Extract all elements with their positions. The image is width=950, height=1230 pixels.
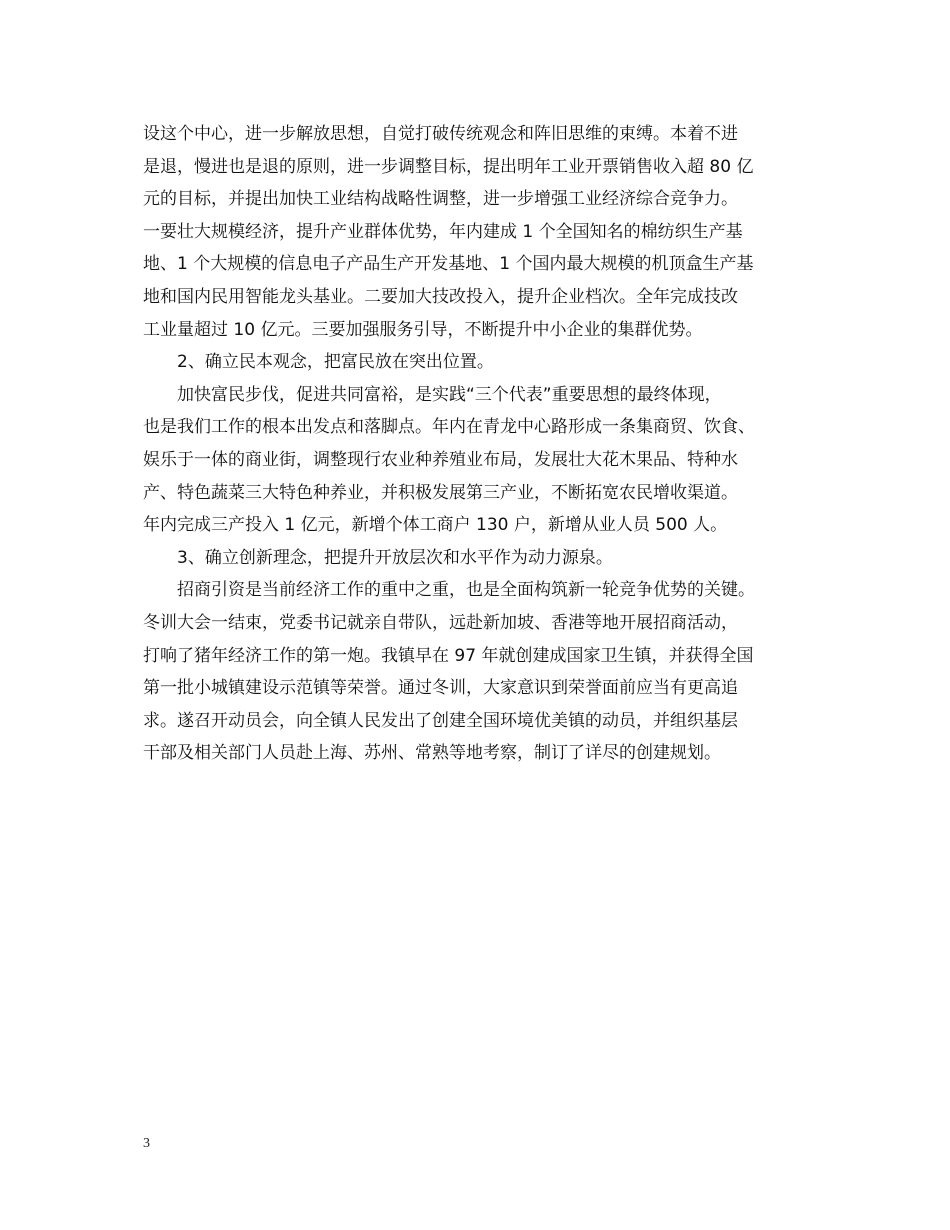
text-line: 冬训大会一结束，党委书记就亲自带队，远赴新加坡、香港等地开展招商活动， bbox=[143, 612, 738, 633]
text-line: 一要壮大规模经济，提升产业群体优势，年内建成 1 个全国知名的棉纺织生产基 bbox=[143, 221, 743, 242]
page-number: 3 bbox=[143, 1136, 150, 1151]
text-line: 干部及相关部门人员赴上海、苏州、常熟等地考察，制订了详尽的创建规划。 bbox=[143, 743, 721, 764]
text-line: 元的目标，并提出加快工业结构战略性调整，进一步增强工业经济综合竞争力。 bbox=[143, 189, 738, 210]
text-line: 地、1 个大规模的信息电子产品生产开发基地、1 个国内最大规模的机顶盒生产基 bbox=[143, 254, 754, 275]
text-line: 打响了猪年经济工作的第一炮。我镇早在 97 年就创建成国家卫生镇，并获得全国 bbox=[143, 645, 754, 666]
text-line: 工业量超过 10 亿元。三要加强服务引导，不断提升中小企业的集群优势。 bbox=[143, 319, 703, 340]
text-line: 产、特色蔬菜三大特色种养业，并积极发展第三产业，不断拓宽农民增收渠道。 bbox=[143, 482, 738, 503]
text-line: 设这个中心，进一步解放思想，自觉打破传统观念和阵旧思维的束缚。本着不进 bbox=[143, 124, 738, 144]
text-line: 娱乐于一体的商业街，调整现行农业种养殖业布局，发展壮大花木果品、特种水 bbox=[143, 449, 738, 470]
text-line: 是退，慢进也是退的原则，进一步调整目标，提出明年工业开票销售收入超 80 亿 bbox=[143, 156, 754, 177]
text-line: 求。遂召开动员会，向全镇人民发出了创建全国环境优美镇的动员，并组织基层 bbox=[143, 710, 738, 731]
text-line: 地和国内民用智能龙头基业。二要加大技改投入，提升企业档次。全年完成技改 bbox=[143, 286, 738, 307]
text-line: 加快富民步伐，促进共同富裕，是实践“三个代表”重要思想的最终体现， bbox=[177, 384, 722, 405]
text-line: 也是我们工作的根本出发点和落脚点。年内在青龙中心路形成一条集商贸、饮食、 bbox=[143, 417, 755, 438]
text-line: 年内完成三产投入 1 亿元，新增个体工商户 130 户，新增从业人员 500 人。 bbox=[143, 515, 728, 536]
text-line: 3、确立创新理念，把提升开放层次和水平作为动力源泉。 bbox=[177, 547, 613, 568]
body-text bbox=[143, 118, 823, 770]
text-line: 招商引资是当前经济工作的重中之重，也是全面构筑新一轮竞争优势的关键。 bbox=[177, 580, 755, 601]
text-line: 2、确立民本观念，把富民放在突出位置。 bbox=[177, 352, 494, 373]
text-line: 第一批小城镇建设示范镇等荣誉。通过冬训，大家意识到荣誉面前应当有更高追 bbox=[143, 678, 738, 699]
